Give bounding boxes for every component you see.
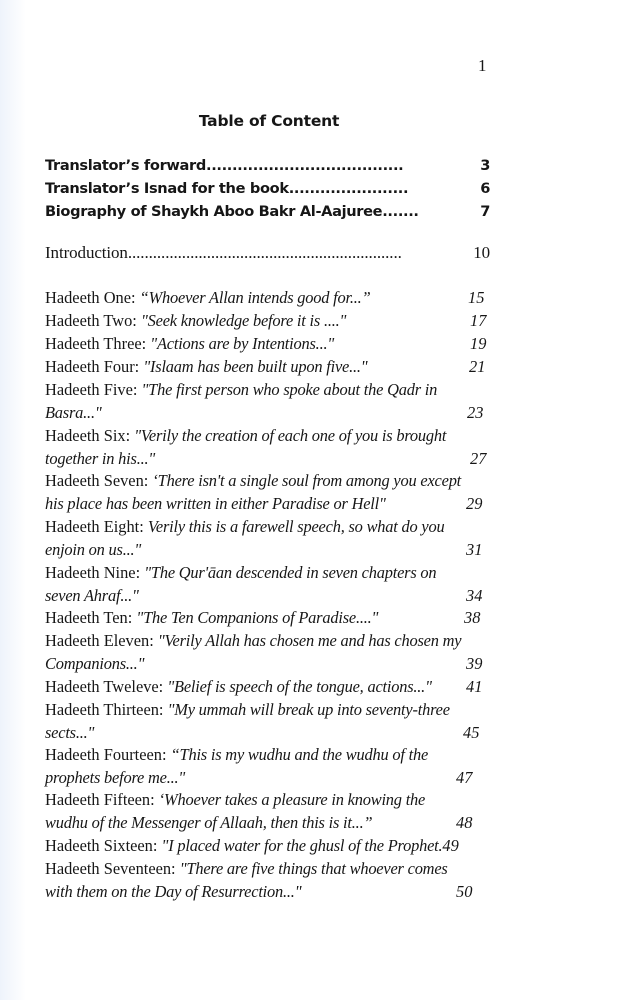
entry-page: 39 (466, 653, 483, 673)
entry-quote-cont: together in his..." (45, 448, 156, 468)
entry-lead: Hadeeth Four: (45, 357, 144, 376)
entry-lead: Hadeeth Nine: (45, 563, 145, 582)
entry-page: 31 (466, 539, 483, 559)
entry-quote-cont: wudhu of the Messenger of Allaah, then this is it...” (45, 812, 373, 832)
entry-page: 41 (466, 677, 483, 696)
hadith-entry[interactable] (45, 425, 490, 470)
hadith-entry[interactable] (45, 470, 490, 515)
hadith-entry[interactable] (45, 744, 490, 789)
entry-quote: "Islaam has been built upon five..." (143, 357, 368, 376)
entry-quote-cont: enjoin on us..." (45, 539, 142, 559)
hadith-entry[interactable] (45, 379, 490, 424)
entry-quote: "The Qur'āan descended in seven chapters on (144, 563, 437, 582)
entry-quote-cont: his place has been written in either Paradise or Hell" (45, 493, 386, 513)
entry-page: 38 (464, 608, 481, 627)
entry-quote-cont: Basra..." (45, 402, 102, 422)
entry-page: 27 (470, 448, 487, 468)
entry-quote: “This is my wudhu and the wudhu of the (170, 745, 429, 764)
entry-page: 21 (469, 357, 486, 376)
entry-quote-cont: seven Ahraf..." (45, 585, 139, 605)
entry-label: Translator’s forward (45, 157, 206, 174)
hadith-entry[interactable] (45, 699, 490, 744)
entry-lead: Hadeeth Seven: (45, 471, 153, 490)
leader-dots: ....... (382, 203, 419, 220)
entry-page: 45 (463, 722, 480, 742)
entry-label: Translator’s Isnad for the book (45, 180, 289, 197)
entry-page: 34 (466, 585, 483, 605)
entry-lead: Hadeeth Six: (45, 426, 135, 445)
entry-quote: "Verily the creation of each one of you is brought (134, 426, 447, 445)
entry-page: 49 (442, 836, 459, 855)
hadith-entry[interactable] (45, 607, 490, 630)
entry-lead: Hadeeth Five: (45, 380, 142, 399)
toc-entry[interactable] (45, 177, 490, 201)
entry-lead: Hadeeth One: (45, 288, 140, 307)
entry-page: 47 (456, 767, 473, 787)
hadith-entry[interactable] (45, 287, 490, 310)
entry-page: 15 (468, 288, 485, 307)
entry-lead: Hadeeth Eleven: (45, 631, 158, 650)
entry-lead: Hadeeth Fifteen: (45, 790, 159, 809)
entry-quote: "Actions are by Intentions..." (150, 334, 335, 353)
entry-label: Introduction (45, 243, 128, 262)
entry-lead: Hadeeth Two: (45, 311, 141, 330)
entry-lead: Hadeeth Seventeen: (45, 859, 180, 878)
entry-lead: Hadeeth Thirteen: (45, 700, 168, 719)
page-number: 1 (478, 56, 487, 75)
hadith-entry[interactable] (45, 516, 490, 561)
leader-dots: .................................................................. (127, 243, 402, 262)
entry-quote-cont: sects..." (45, 722, 95, 742)
entry-page: 6 (466, 177, 490, 201)
entry-quote: "The first person who spoke about the Qadr in (141, 380, 438, 399)
entry-quote: Verily this is a farewell speech, so what do you (147, 517, 445, 536)
entry-page: 19 (470, 334, 487, 353)
toc-entry[interactable] (45, 200, 490, 224)
entry-quote: "Seek knowledge before it is ...." (140, 311, 347, 330)
entry-page: 17 (470, 311, 487, 330)
entry-quote: "I placed water for the ghusl of the Prophet. (161, 836, 443, 855)
hadith-entry[interactable] (45, 858, 490, 903)
leader-dots: ....................... (288, 180, 409, 197)
entry-page: 10 (466, 241, 490, 265)
entry-quote-cont: with them on the Day of Resurrection..." (45, 881, 302, 901)
entry-page: 3 (466, 154, 490, 178)
hadith-entry[interactable] (45, 630, 490, 675)
entry-quote: "Belief is speech of the tongue, actions..." (167, 677, 432, 696)
entry-lead: Hadeeth Fourteen: (45, 745, 171, 764)
entry-quote: “Whoever Allan intends good for...” (139, 288, 371, 307)
entry-quote: "The Ten Companions of Paradise...." (136, 608, 379, 627)
hadith-entry[interactable] (45, 835, 490, 858)
entry-page: 50 (456, 881, 473, 901)
entry-lead: Hadeeth Three: (45, 334, 151, 353)
entry-page: 29 (466, 493, 483, 513)
entry-lead: Hadeeth Ten: (45, 608, 137, 627)
entry-page: 7 (466, 200, 490, 224)
entry-page: 23 (467, 402, 484, 422)
entry-quote: ‘Whoever takes a pleasure in knowing the (158, 790, 426, 809)
entry-label: Biography of Shaykh Aboo Bakr Al-Aajuree (45, 203, 383, 220)
entry-page: 48 (456, 812, 473, 832)
hadith-entry[interactable] (45, 789, 490, 834)
entry-quote-cont: prophets before me..." (45, 767, 186, 787)
toc-entry-introduction[interactable] (45, 241, 490, 265)
entry-quote: "There are five things that whoever comes (179, 859, 448, 878)
hadith-entry[interactable] (45, 310, 490, 333)
hadith-entry[interactable] (45, 562, 490, 607)
hadith-entry[interactable] (45, 356, 490, 379)
entry-quote-cont: Companions..." (45, 653, 145, 673)
entry-lead: Hadeeth Eight: (45, 517, 148, 536)
entry-quote: "Verily Allah has chosen me and has chosen my (157, 631, 462, 650)
entry-quote: ‘There isn't a single soul from among you except (152, 471, 462, 490)
entry-quote: "My ummah will break up into seventy-three (167, 700, 450, 719)
hadith-entry[interactable] (45, 676, 490, 699)
entry-lead: Hadeeth Tweleve: (45, 677, 168, 696)
toc-entry[interactable] (45, 154, 490, 178)
hadith-entry[interactable] (45, 333, 490, 356)
leader-dots: ...................................... (206, 157, 404, 174)
toc-title: Table of Content (198, 112, 340, 130)
entry-lead: Hadeeth Sixteen: (45, 836, 162, 855)
